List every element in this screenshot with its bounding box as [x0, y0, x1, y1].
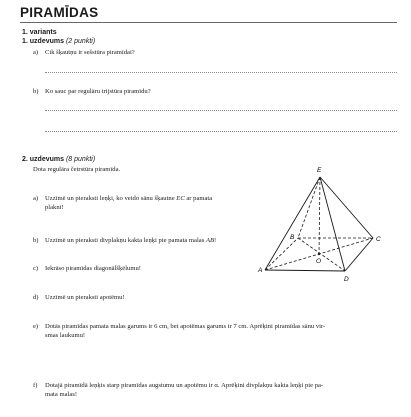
- task2-points: (8 punkti): [65, 156, 96, 163]
- vertex-label-d: D: [344, 276, 349, 283]
- lateral-edge-ea: [265, 177, 320, 270]
- task1-title: 1. uzdevums: [22, 38, 65, 45]
- pyramid-figure: [255, 160, 395, 290]
- base-edge-dc: [345, 238, 373, 271]
- question-letter: e): [33, 323, 39, 330]
- question-text: Iekrāso piramīdas diagonālšķēlumu!: [45, 265, 141, 272]
- task2-question-e: [33, 322, 405, 340]
- task1-points: (2 punkti): [65, 38, 96, 45]
- question-text: Uzzīmē un pieraksti apotēmu!: [45, 294, 125, 301]
- vertex-label-o: O: [316, 258, 322, 265]
- question-text: Ko sauc par regulāru trijstūra piramīdu?: [45, 88, 151, 95]
- answer-line[interactable]: [45, 131, 397, 132]
- task2-question-b: [33, 236, 273, 245]
- variant-label: 1. variants: [22, 29, 57, 36]
- question-letter: f): [33, 382, 38, 389]
- vertex-label-e: E: [317, 167, 322, 174]
- question-letter: c): [33, 265, 39, 272]
- page-title: PIRAMĪDAS: [20, 5, 99, 20]
- point-o: [318, 253, 320, 255]
- vertex-label-b: B: [290, 234, 295, 241]
- task1-question-b: [33, 87, 393, 96]
- question-text-end: !: [214, 237, 217, 244]
- question-letter: d): [33, 294, 39, 301]
- height-eo: [319, 177, 320, 254]
- question-text-start: Uzzīmē un pieraksti leņķi, ko veido sānu šķautne: [45, 195, 177, 202]
- edge-name: AB: [205, 237, 215, 244]
- task2-heading: [22, 155, 95, 164]
- question-text: [45, 236, 216, 245]
- question-text-continued: mata malas!: [45, 391, 78, 398]
- question-text: Dotās piramīdas pamata malas garums ir 6 cm, bet apotēmas garums ir 7 cm. Aprēķini piramīdas sānu vir-: [45, 323, 326, 330]
- title-divider: [20, 22, 397, 23]
- task2-question-f: [33, 381, 405, 399]
- answer-line[interactable]: [45, 110, 397, 111]
- question-text-start: Uzzīmē un pieraksti divplakņu kakta leņķi pie pamata malas: [45, 237, 206, 244]
- task2-question-c: [33, 264, 273, 273]
- question-letter: b): [33, 237, 39, 244]
- task2-intro: Dota regulāra četrstūra piramīda.: [33, 166, 121, 173]
- lateral-edge-eb: [298, 177, 320, 238]
- question-text: Cik šķautņu ir sešstūra piramīdai?: [45, 49, 135, 56]
- task1-question-a: [33, 48, 393, 57]
- task2-question-a: [33, 194, 273, 212]
- vertex-label-a: A: [258, 267, 263, 274]
- question-text-continued: smas laukumu!: [45, 332, 86, 339]
- task2-question-d: [33, 293, 273, 302]
- question-letter: a): [33, 195, 39, 202]
- base-edge-ad: [265, 270, 345, 271]
- question-text-continued: plakni!: [45, 204, 64, 211]
- question-letter: a): [33, 49, 39, 56]
- question-text-end: ar pamata: [184, 195, 213, 202]
- answer-line[interactable]: [45, 72, 397, 73]
- question-text: [45, 194, 212, 203]
- task2-title: 2. uzdevums: [22, 156, 65, 163]
- vertex-label-c: C: [376, 236, 381, 243]
- edge-name: EC: [176, 195, 185, 202]
- task1-heading: [22, 37, 95, 46]
- question-letter: b): [33, 88, 39, 95]
- question-text: Dotajā piramīdā leņķis starp piramīdas augstumu un apotēmu ir α. Aprēķini divplakņu kakta leņķi pie pa-: [45, 382, 324, 389]
